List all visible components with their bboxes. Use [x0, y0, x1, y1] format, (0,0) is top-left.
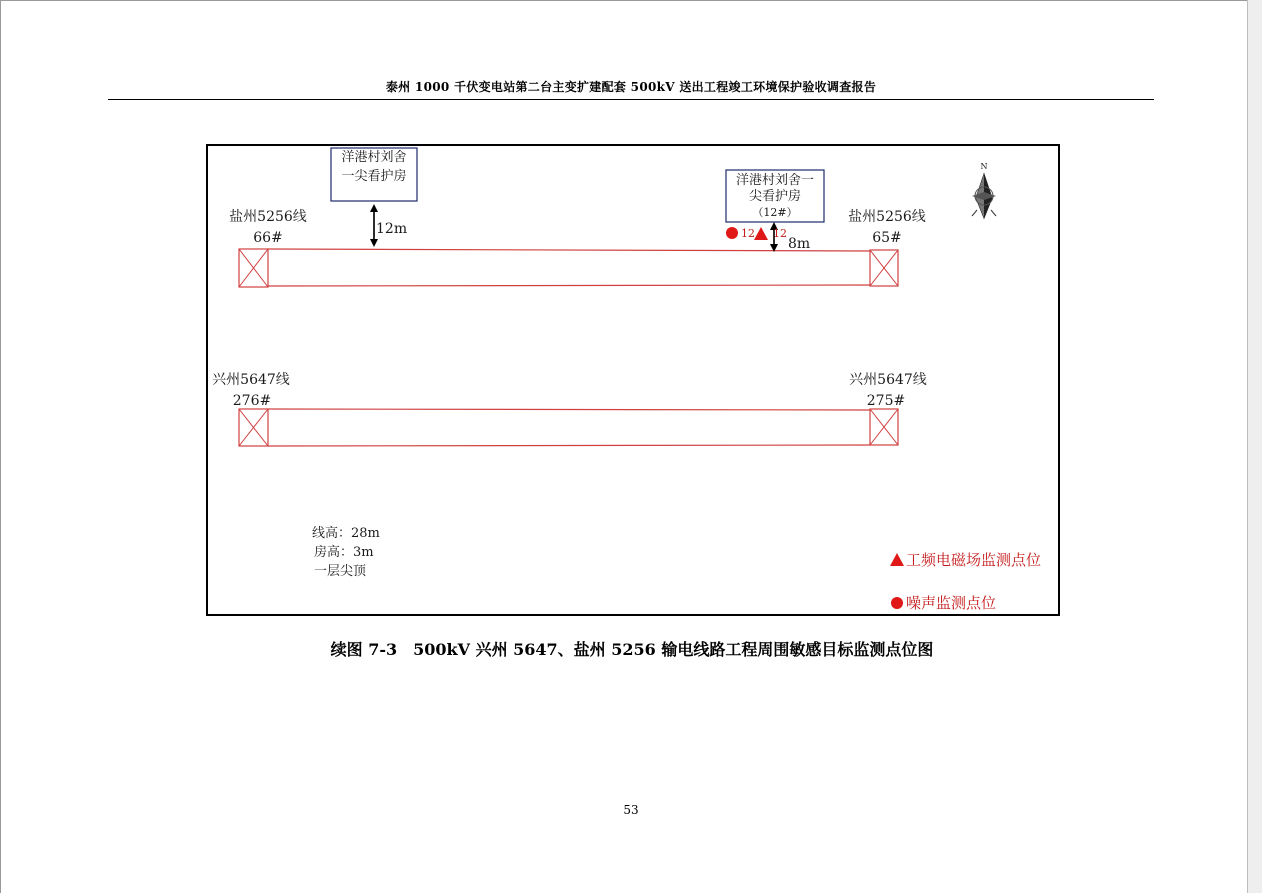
header-rule — [108, 99, 1154, 100]
page-border-left — [0, 0, 1, 893]
report-header-title: 泰州 1000 千伏变电站第二台主变扩建配套 500kV 送出工程竣工环境保护验收调查报告 — [385, 80, 877, 94]
house-right-line2: 尖看护房 — [748, 189, 802, 204]
note-roof-type: 一层尖顶 — [314, 564, 367, 579]
line-bottom-left-tower: 276# — [232, 393, 272, 409]
noise-point-label: 12 — [741, 227, 755, 240]
compass-north-label: N — [980, 162, 988, 171]
line-top-group — [239, 249, 898, 287]
legend-emf-label: 工频电磁场监测点位 — [906, 551, 1042, 569]
line-top-left-tower: 66# — [253, 230, 283, 246]
house-right-line1: 洋港村刘舍一 — [735, 173, 815, 188]
house-left-line2: 一尖看护房 — [341, 169, 407, 184]
line-bottom-left-name: 兴州5647线 — [212, 372, 290, 388]
house-right-line3: （12#） — [752, 206, 798, 219]
figure-caption: 续图 7-3 500kV 兴州 5647、盐州 5256 输电线路工程周围敏感目标监测点位图 — [330, 640, 934, 659]
line-top-conductor-lower — [268, 285, 870, 286]
line-top-right-name: 盐州5256线 — [848, 209, 926, 225]
monitoring-site-figure — [206, 144, 1060, 616]
legend-noise-marker — [891, 597, 903, 609]
line-top-conductor-upper — [268, 249, 870, 251]
distance-left-label: 12m — [376, 221, 408, 237]
line-top-right-tower: 65# — [872, 230, 902, 246]
compass-icon — [972, 174, 996, 218]
noise-point-marker — [726, 227, 738, 239]
note-line-height: 线高：28m — [312, 526, 380, 541]
figure-drawing — [208, 146, 1058, 614]
legend-noise-label: 噪声监测点位 — [906, 594, 997, 612]
line-bottom-right-name: 兴州5647线 — [849, 372, 927, 388]
page-border-top — [0, 0, 1262, 1]
line-bottom-right-tower: 275# — [866, 393, 906, 409]
line-bottom-conductor-upper — [268, 409, 870, 410]
line-top-left-name: 盐州5256线 — [229, 209, 307, 225]
viewer-gutter — [1247, 0, 1262, 893]
legend-emf-marker — [890, 553, 904, 566]
line-bottom-group — [239, 409, 898, 446]
distance-right-label: 8m — [788, 236, 811, 252]
house-left-line1: 洋港村刘舍 — [341, 150, 407, 165]
page-number: 53 — [623, 803, 639, 817]
emf-point-label: 12 — [773, 227, 787, 240]
emf-point-marker — [754, 227, 768, 240]
line-bottom-conductor-lower — [268, 445, 870, 446]
note-house-height: 房高：3m — [314, 545, 374, 560]
